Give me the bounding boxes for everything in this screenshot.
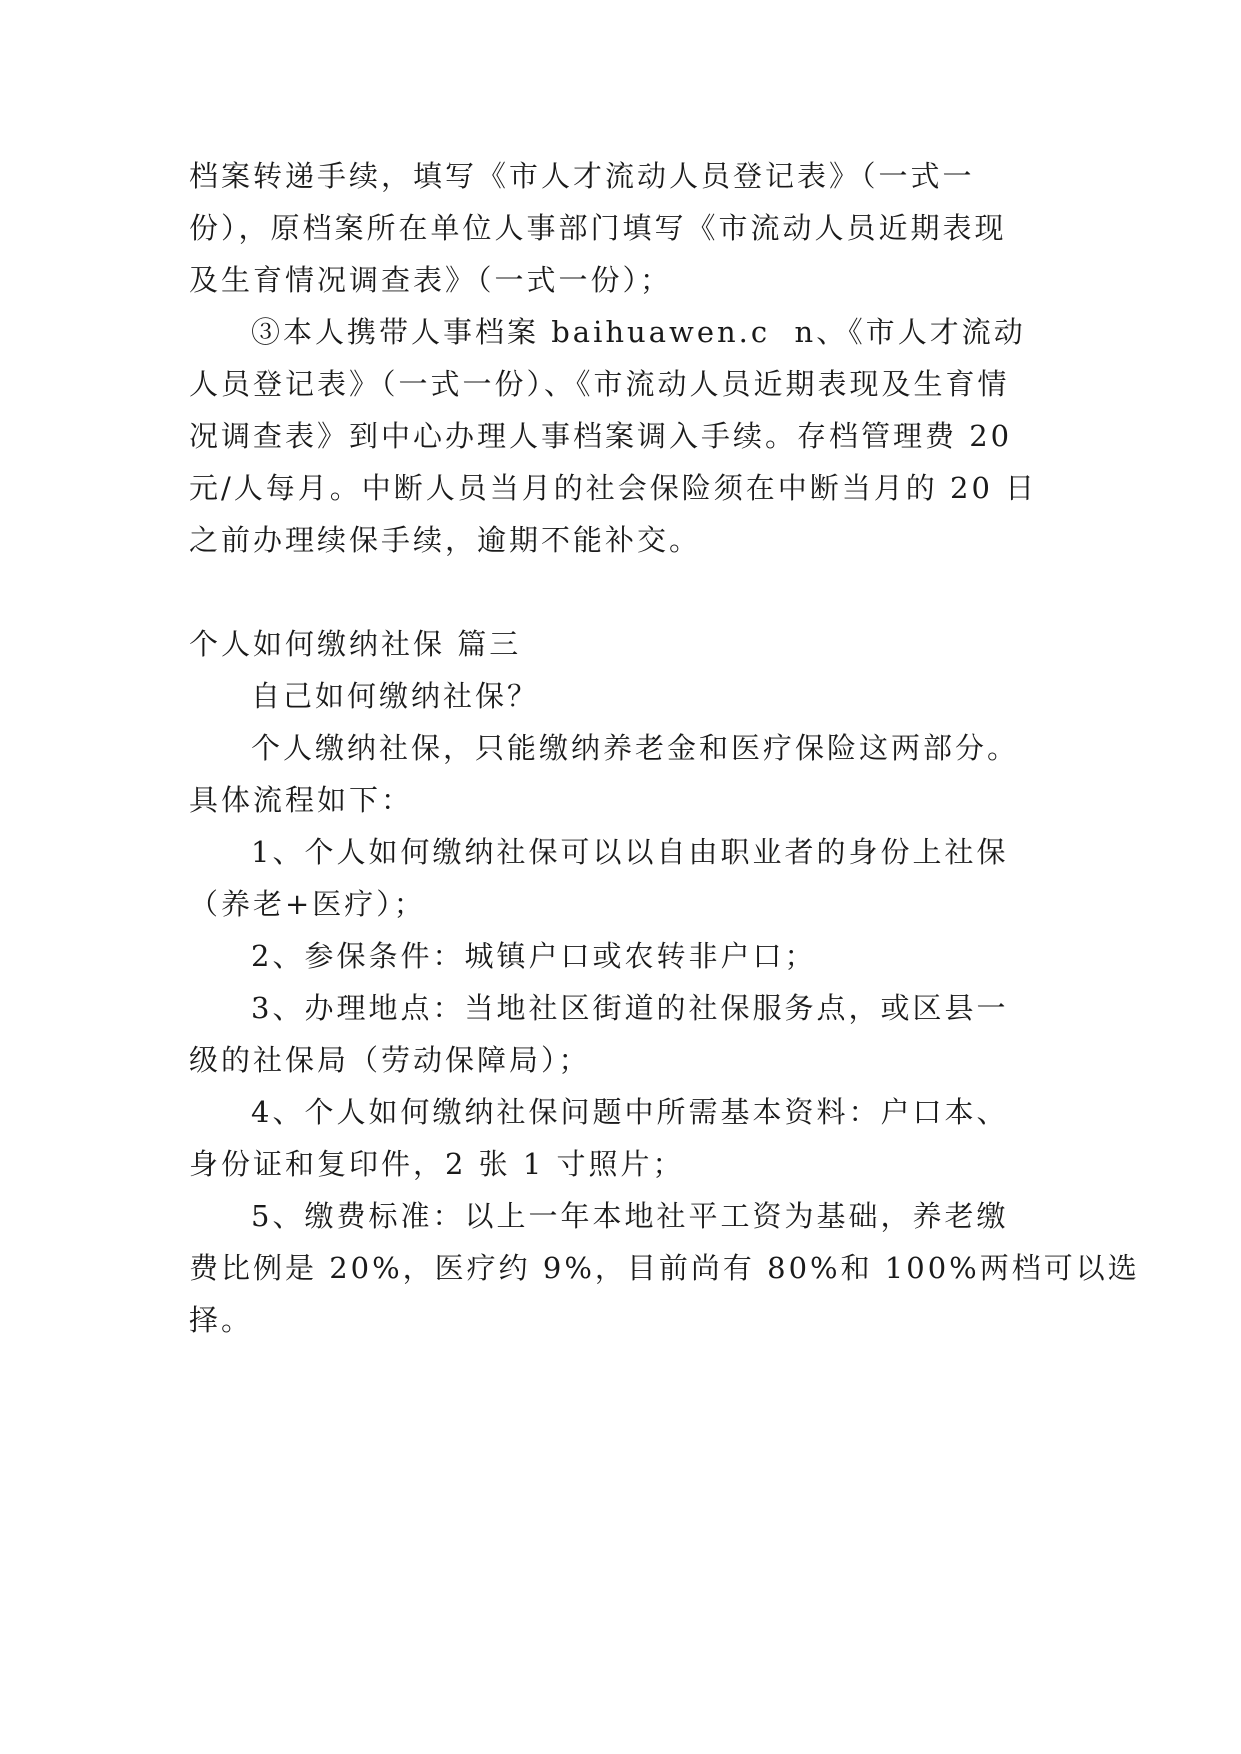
text-line: 及生育情况调查表》（一式一份）； [189, 263, 673, 297]
text-line: 费比例是 20%，医疗约 9%，目前尚有 80%和 100%两档可以选 [189, 1251, 1140, 1285]
text-line: 况调查表》到中心办理人事档案调入手续。存档管理费 20 [189, 419, 1013, 453]
text-line: 4、个人如何缴纳社保问题中所需基本资料：户口本、 [251, 1095, 1009, 1129]
text-line: （养老+医疗）； [189, 887, 426, 921]
text-line: 自己如何缴纳社保？ [251, 679, 540, 713]
text-line: 具体流程如下： [189, 783, 414, 817]
text-line: 2、参保条件：城镇户口或农转非户口； [251, 939, 817, 973]
text-line: 身份证和复印件，2 张 1 寸照片； [189, 1147, 685, 1181]
text-line: 1、个人如何缴纳社保可以以自由职业者的身份上社保 [251, 835, 1009, 869]
text-line: 级的社保局（劳动保障局）； [189, 1043, 591, 1077]
text-line: 3、办理地点：当地社区街道的社保服务点，或区县一 [251, 991, 1009, 1025]
text-line: 份），原档案所在单位人事部门填写《市流动人员近期表现 [189, 211, 1007, 245]
text-line: ③本人携带人事档案 baihuawen.c n、《市人才流动 [251, 315, 1026, 349]
text-line: 人员登记表》（一式一份）、《市流动人员近期表现及生育情 [189, 367, 1010, 401]
section-heading: 个人如何缴纳社保 篇三 [189, 627, 522, 661]
text-line: 之前办理续保手续，逾期不能补交。 [189, 523, 702, 557]
text-line: 择。 [189, 1303, 254, 1337]
text-line: 个人缴纳社保，只能缴纳养老金和医疗保险这两部分。 [251, 731, 1020, 765]
text-line: 5、缴费标准：以上一年本地社平工资为基础，养老缴 [251, 1199, 1009, 1233]
text-line: 档案转递手续，填写《市人才流动人员登记表》（一式一 [189, 159, 975, 193]
text-line: 元/人每月。中断人员当月的社会保险须在中断当月的 20 日 [189, 471, 1038, 505]
